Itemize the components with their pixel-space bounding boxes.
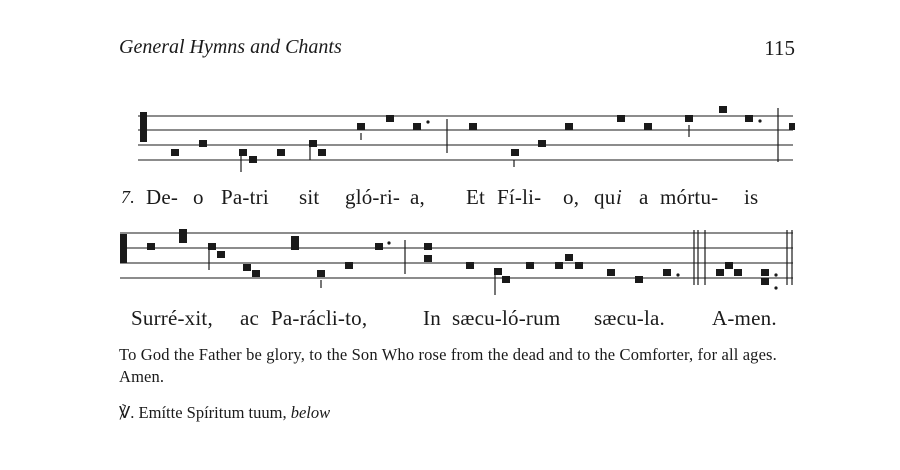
lyric-syllable: In — [423, 306, 441, 330]
lyric-syllable: Pa-rácli-to, — [271, 306, 368, 330]
english-translation: To God the Father be glory, to the Son Who rose from the dead and to the Comforter, for all ages. Amen. — [119, 345, 777, 386]
lyric-syllable: sæcu-la. — [594, 306, 665, 330]
stems-staff-1 — [241, 108, 778, 172]
versicle-reference: below — [290, 403, 331, 422]
lyric-syllable: qu — [594, 185, 616, 209]
lyric-syllable: a — [639, 185, 649, 209]
staff-1 — [138, 106, 795, 172]
do-clef-icon — [120, 234, 127, 263]
lyric-syllable: o — [193, 185, 204, 209]
versicle-symbol: ℣. — [119, 403, 135, 422]
do-clef-icon — [140, 112, 147, 142]
lyric-syllable-italic: i — [616, 185, 623, 209]
running-title: General Hymns and Chants — [119, 36, 342, 58]
neumes-staff-2 — [147, 229, 778, 290]
lyric-syllable: sæcu-ló-rum — [452, 306, 561, 330]
versicle-text: Emítte Spíritum tuum, — [138, 403, 287, 422]
lyric-syllable: A-men. — [712, 306, 777, 330]
lyric-syllable: Fí-li- — [497, 185, 542, 209]
lyric-syllable: sit — [299, 185, 320, 209]
page-number: 115 — [764, 36, 795, 60]
lyric-syllable: De- — [146, 185, 179, 209]
lyric-syllable: ac — [240, 306, 260, 330]
staff-2 — [120, 229, 793, 295]
lyric-syllable: Et — [466, 185, 486, 209]
lyric-syllable: a, — [410, 185, 425, 209]
lyric-syllable: is — [744, 185, 759, 209]
lyric-syllable: o, — [563, 185, 580, 209]
lyric-syllable: gló-ri- — [345, 185, 401, 209]
neumes-staff-1 — [171, 106, 795, 163]
versicle-line — [119, 403, 330, 423]
verse-number: 7. — [121, 187, 135, 207]
lyric-syllable: mórtu- — [660, 185, 719, 209]
lyric-syllable: Surré-xit, — [131, 306, 213, 330]
lyric-syllable: Pa-tri — [221, 185, 269, 209]
